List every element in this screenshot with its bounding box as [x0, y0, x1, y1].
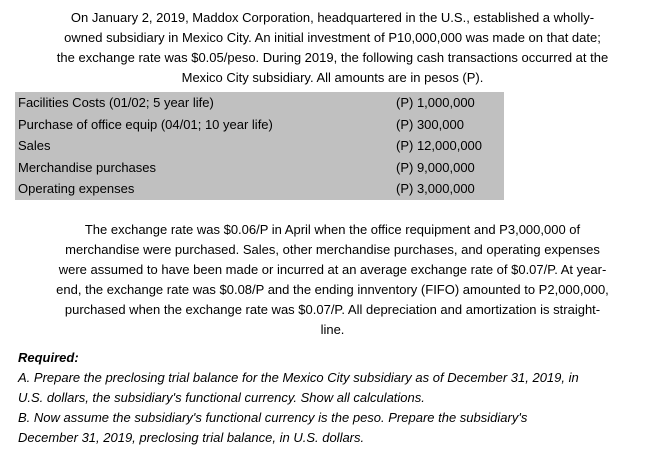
body-line: end, the exchange rate was $0.08/P and the ending innventory (FIFO) amounted to P2,000,000, [56, 282, 609, 297]
transaction-amount: (P) 9,000,000 [396, 159, 475, 175]
table-row [15, 92, 504, 114]
transaction-amount: (P) 12,000,000 [396, 138, 483, 154]
required-heading: Required: [18, 350, 79, 365]
required-line: A. Prepare the preclosing trial balance for the Mexico City subsidiary as of December 31, 2019, in [18, 370, 579, 385]
body-line: The exchange rate was $0.06/P in April when the office requipment and P3,000,000 of [84, 222, 581, 237]
transaction-amount: (P) 300,000 [396, 116, 464, 132]
required-line: B. Now assume the subsidiary's functional currency is the peso. Prepare the subsidiary's [18, 410, 528, 425]
transaction-label: Purchase of office equip (04/01; 10 year life) [18, 116, 273, 132]
intro-line: the exchange rate was $0.05/peso. During 2019, the following cash transactions occurred at the [56, 50, 609, 65]
transaction-label: Facilities Costs (01/02; 5 year life) [18, 95, 214, 110]
transaction-amount: (P) 1,000,000 [396, 95, 475, 110]
required-line: December 31, 2019, preclosing trial balance, in U.S. dollars. [18, 430, 365, 445]
table-row [15, 178, 504, 200]
body-line: were assumed to have been made or incurred at an average exchange rate of $0.07/P. At year- [58, 262, 607, 277]
transaction-label: Merchandise purchases [18, 159, 157, 175]
intro-line: Mexico City subsidiary. All amounts are in pesos (P). [181, 70, 484, 85]
transaction-label: Operating expenses [18, 181, 135, 197]
table-row [15, 157, 504, 179]
table-row [15, 135, 504, 157]
transactions-table [15, 92, 504, 200]
body-line: line. [320, 322, 345, 337]
intro-line: owned subsidiary in Mexico City. An initial investment of P10,000,000 was made on that date; [64, 30, 601, 45]
transaction-label: Sales [18, 138, 51, 154]
required-line: U.S. dollars, the subsidiary's functional currency. Show all calculations. [18, 390, 425, 405]
exchange-rate-paragraph [0, 220, 665, 340]
table-row [15, 114, 504, 136]
body-line: purchased when the exchange rate was $0.07/P. All depreciation and amortization is straight- [64, 302, 601, 317]
intro-paragraph [0, 8, 665, 88]
intro-line: On January 2, 2019, Maddox Corporation, headquartered in the U.S., established a wholly- [70, 10, 595, 25]
required-section [18, 348, 658, 448]
body-line: merchandise were purchased. Sales, other merchandise purchases, and operating expenses [65, 242, 600, 257]
transaction-amount: (P) 3,000,000 [396, 181, 475, 197]
